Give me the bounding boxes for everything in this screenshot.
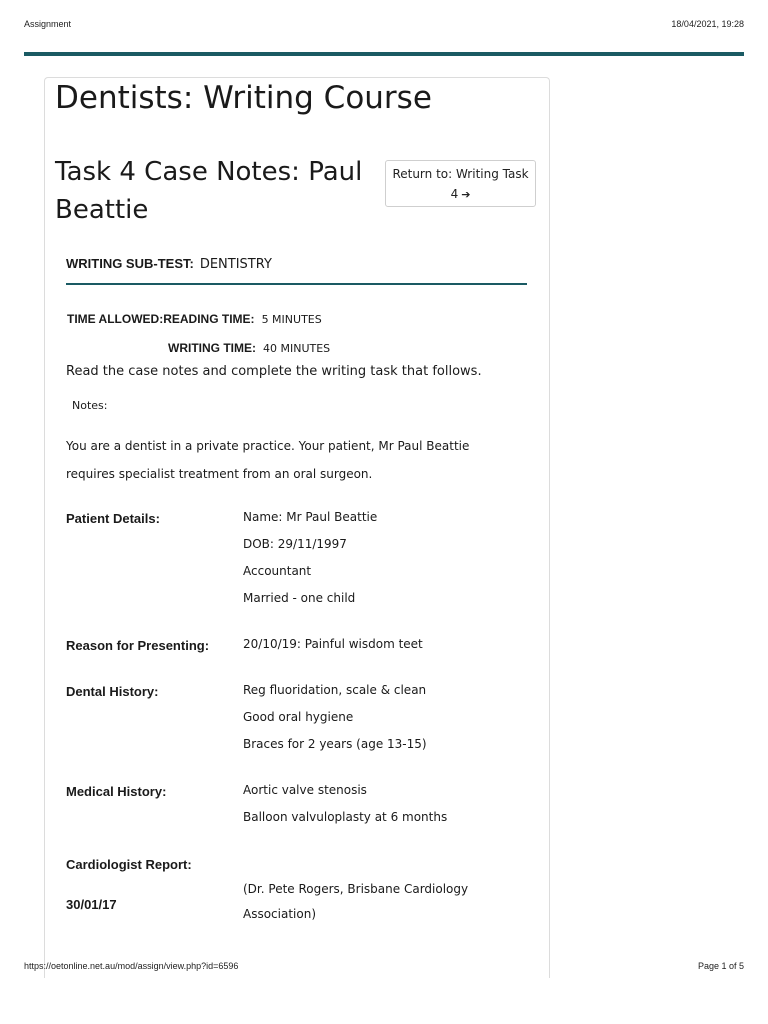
patient-details-lines — [243, 504, 377, 612]
medical-history-label: Medical History: — [66, 784, 167, 799]
dental-line-1: Reg fluoridation, scale & clean — [243, 683, 427, 697]
reason-label: Reason for Presenting: — [66, 638, 210, 653]
reason-line: 20/10/19: Painful wisdom teet — [243, 637, 423, 651]
print-footer-url: https://oetonline.net.au/mod/assign/view.php?id=6596 — [24, 961, 239, 971]
cardiologist-report-label: Cardiologist Report: — [66, 857, 192, 872]
time-allowed-row — [67, 312, 322, 326]
return-button-label: Return to: Writing Task 4 — [392, 167, 529, 201]
instructions: Read the case notes and complete the writing task that follows. — [66, 364, 482, 379]
print-footer-page-number: Page 1 of 5 — [697, 961, 744, 971]
notes-label: Notes: — [72, 399, 108, 412]
print-header-title: Assignment — [24, 19, 72, 29]
subtest-value: DENTISTRY — [199, 257, 272, 272]
dental-history-lines — [243, 677, 427, 758]
task-title: Task 4 Case Notes: Paul Beattie — [55, 157, 363, 225]
dental-line-3: Braces for 2 years (age 13-15) — [243, 737, 427, 751]
course-title: Dentists: Writing Course — [55, 80, 432, 116]
print-header-datetime: 18/04/2021, 19:28 — [671, 19, 744, 29]
cardio-line-1: (Dr. Pete Rogers, Brisbane Cardiology — [243, 882, 469, 896]
patient-family: Married - one child — [243, 591, 356, 605]
medical-history-lines — [243, 777, 447, 831]
time-allowed-label: TIME ALLOWED: — [67, 312, 164, 326]
cardio-line-2: Association) — [243, 907, 317, 921]
subtest-divider — [66, 283, 527, 285]
patient-name: Name: Mr Paul Beattie — [243, 510, 378, 524]
writing-time-row — [168, 341, 330, 355]
top-accent-bar — [24, 52, 744, 56]
reading-time-value: 5 MINUTES — [261, 313, 322, 326]
medical-line-2: Balloon valvuloplasty at 6 months — [243, 810, 448, 824]
scenario-paragraph: You are a dentist in a private practice. Your patient, Mr Paul Beattie requires specialist treatment from an oral surgeon. — [66, 439, 470, 481]
patient-dob: DOB: 29/11/1997 — [243, 537, 347, 551]
sign-in-arrow-icon: ➔ — [461, 188, 471, 201]
subtest-label: WRITING SUB-TEST: — [66, 256, 194, 271]
patient-occupation: Accountant — [243, 564, 312, 578]
return-to-task-button[interactable] — [385, 160, 536, 207]
patient-details-label: Patient Details: — [66, 511, 160, 526]
dental-line-2: Good oral hygiene — [243, 710, 354, 724]
cardiologist-report-date: 30/01/17 — [66, 897, 117, 912]
cardiologist-report-lines — [243, 877, 468, 927]
writing-time-value: 40 MINUTES — [262, 342, 331, 355]
reason-lines — [243, 631, 423, 658]
writing-time-label: WRITING TIME: — [168, 341, 256, 355]
dental-history-label: Dental History: — [66, 684, 159, 699]
reading-time-label: READING TIME: — [163, 312, 255, 326]
writing-subtest — [66, 256, 272, 272]
medical-line-1: Aortic valve stenosis — [243, 783, 367, 797]
